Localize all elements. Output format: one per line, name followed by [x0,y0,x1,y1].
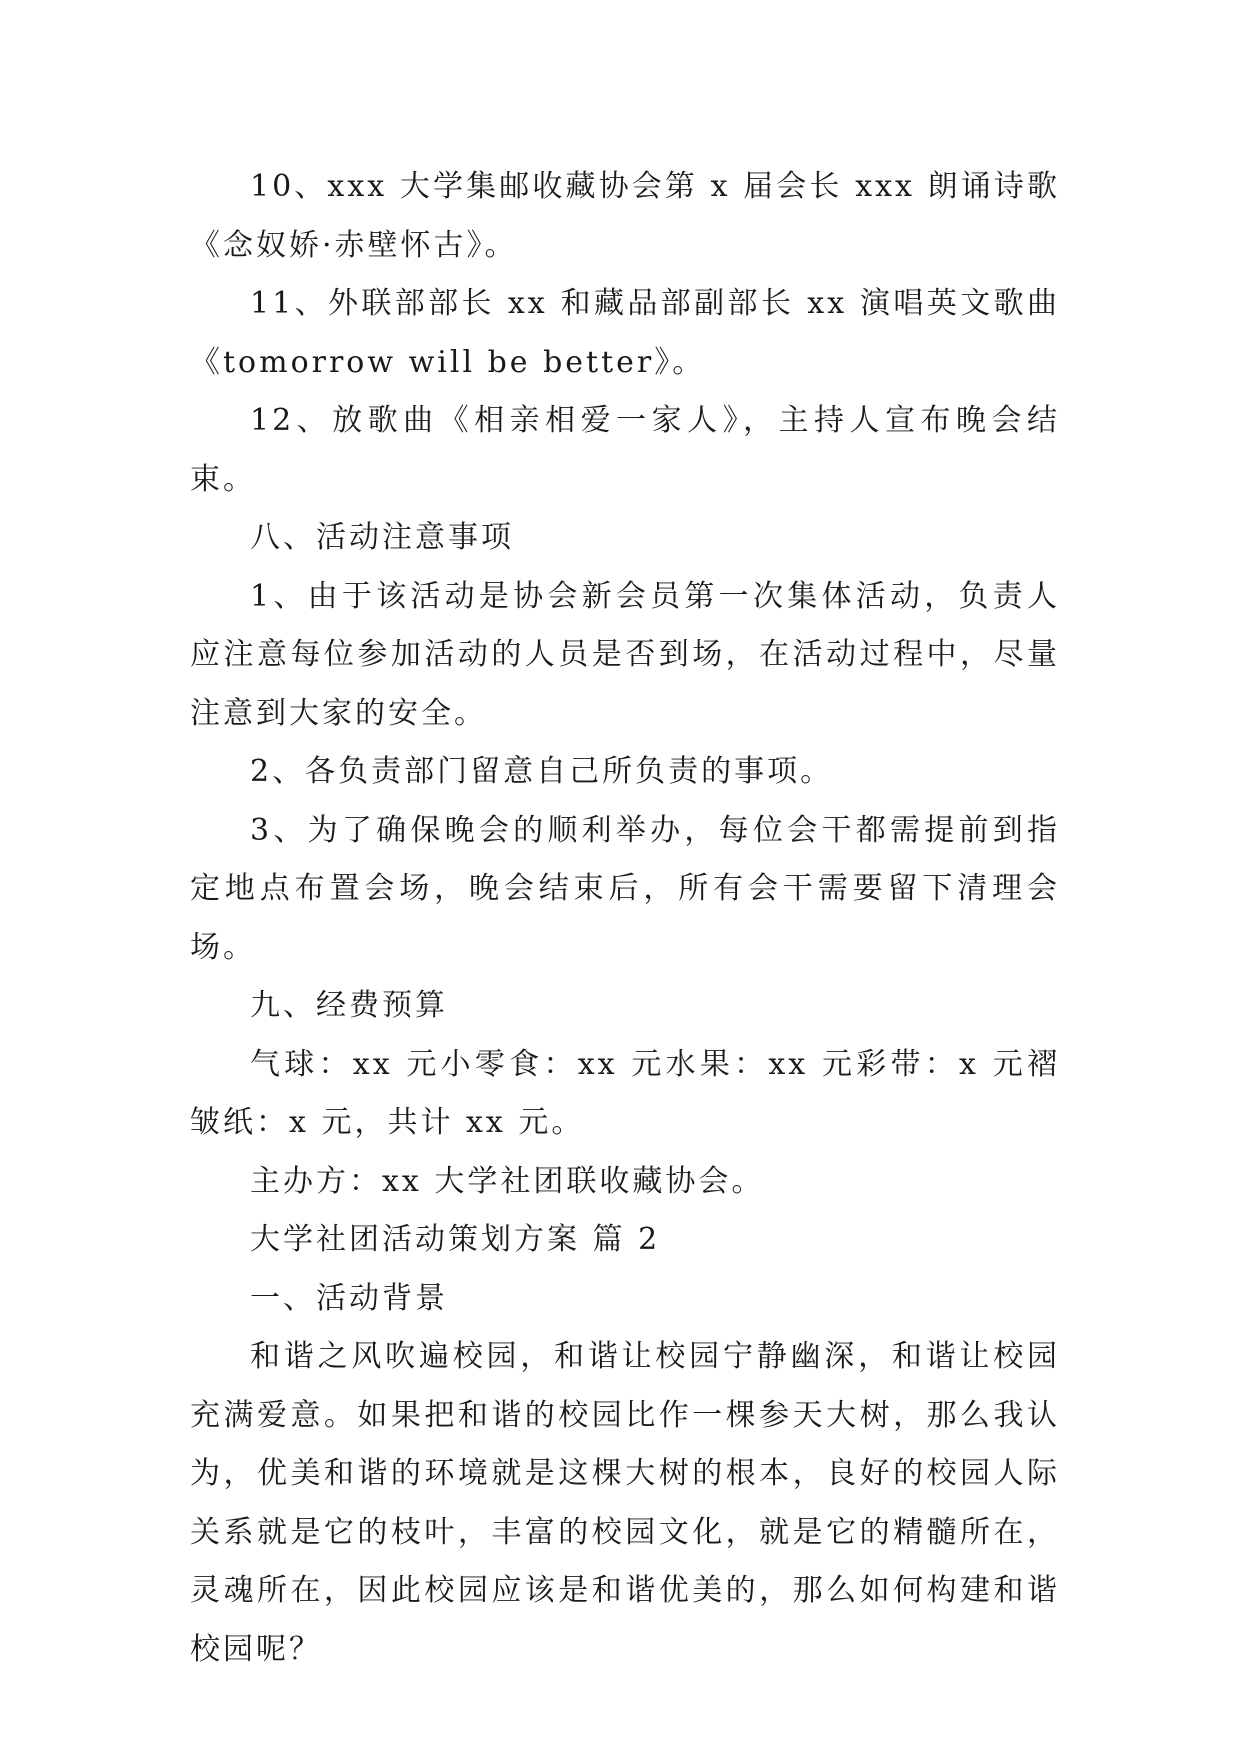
section-heading-budget: 九、经费预算 [250,988,448,1023]
document-body [190,158,1060,1679]
section-heading-background: 一、活动背景 [250,1280,448,1316]
paragraph-item-11: 11、外联部部长 xx 和藏品部副部长 xx 演唱英文歌曲《tomorrow will be better》。 [190,286,1060,380]
paragraph-note-1: 1、由于该活动是协会新会员第一次集体活动，负责人应注意每位参加活动的人员是否到场，在活动过程中，尽量注意到大家的安全。 [190,578,1060,731]
paragraph-item-12: 12、放歌曲《相亲相爱一家人》，主持人宣布晚会结束。 [190,403,1060,497]
paragraph-organizer: 主办方：xx 大学社团联收藏协会。 [250,1163,765,1199]
section-heading-notes: 八、活动注意事项 [250,520,514,555]
plan-title-part-2: 大学社团活动策划方案 篇 2 [250,1222,661,1257]
paragraph-budget-items: 气球：xx 元小零食：xx 元水果：xx 元彩带：x 元褶皱纸：x 元，共计 xx 元。 [190,1046,1060,1140]
paragraph-background: 和谐之风吹遍校园，和谐让校园宁静幽深，和谐让校园充满爱意。如果把和谐的校园比作一棵参天大树，那么我认为，优美和谐的环境就是这棵大树的根本，良好的校园人际关系就是它的枝叶，丰富的校园文化，就是它的精髓所在，灵魂所在，因此校园应该是和谐优美的，那么如何构建和谐校园呢？ [190,1339,1060,1667]
paragraph-note-3: 3、为了确保晚会的顺利举办，每位会干都需提前到指定地点布置会场，晚会结束后，所有会干需要留下清理会场。 [190,812,1060,965]
paragraph-item-10: 10、xxx 大学集邮收藏协会第 x 届会长 xxx 朗诵诗歌《念奴娇·赤壁怀古》。 [190,169,1060,263]
paragraph-note-2: 2、各负责部门留意自己所负责的事项。 [250,754,834,789]
